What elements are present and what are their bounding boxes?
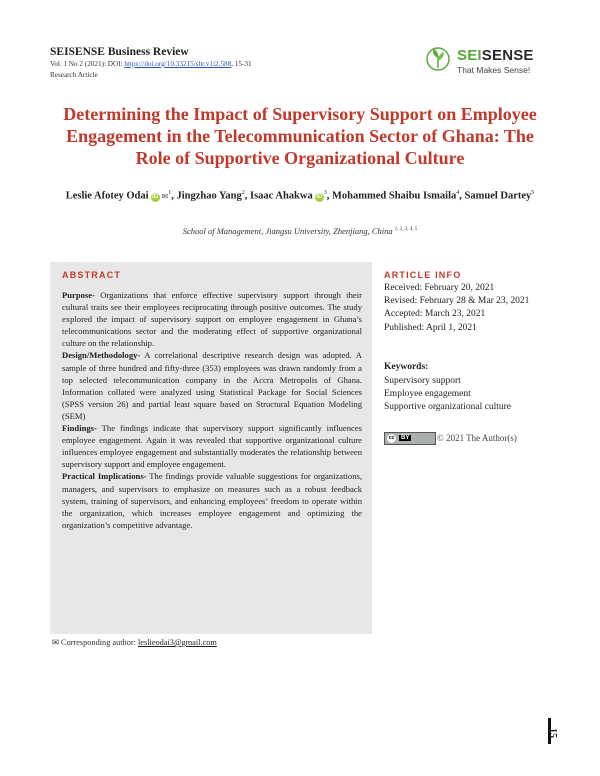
volume-info: Vol. 1 No 2 (2021): DOI:	[50, 60, 125, 68]
keywords-list	[384, 375, 511, 415]
by-label: BY	[401, 435, 410, 441]
leaf-logo-icon	[425, 44, 451, 74]
corresponding-email-link[interactable]: leslieodai3@gmail.com	[138, 638, 217, 647]
article-info-heading: ARTICLE INFO	[384, 270, 462, 280]
volume-doi-line	[50, 60, 252, 68]
affiliation: School of Management, Jiangsu University, Zhenjiang, China $^{1, 2, 3, 4, 5}$	[182, 226, 418, 236]
keywords-heading: Keywords:	[384, 362, 429, 372]
logo-tagline: That Makes Sense!	[457, 65, 531, 75]
abstract-heading: ABSTRACT	[62, 270, 122, 280]
abstract-practical: Practical Implications- The findings provide valuable suggestions for organizations, managers, and supervisors to emphasize on measures such as a robust feedback system, training of supervisors, and enhancing employees’ freedom to operate within the organization, which increases employee engagement and optimizing the organization’s competitive advantage.	[62, 471, 362, 530]
author-2: , Jingzhao Yang	[171, 190, 242, 202]
received-date: Received: February 20, 2021	[384, 283, 495, 293]
author-4: , Mohammed Shaibu Ismaila	[326, 190, 457, 202]
cc-by-license-badge[interactable]	[384, 432, 436, 445]
copyright-notice: © 2021 The Author(s)	[437, 433, 517, 443]
seisense-logo	[425, 44, 555, 78]
corresponding-author: ✉ Corresponding author: leslieodai3@gmail.com	[52, 638, 217, 647]
paper-title: Determining the Impact of Supervisory Support on Employee Engagement in the Telecommunication Sector of Ghana: The Role of Supportive Organizational Culture	[63, 104, 537, 168]
journal-name: SEISENSE Business Review	[50, 46, 189, 58]
envelope-icon[interactable]: ✉	[161, 191, 169, 201]
article-type: Research Article	[50, 71, 98, 79]
author-3: , Isaac Ahakwa	[244, 190, 313, 202]
accepted-date: Accepted: March 23, 2021	[384, 309, 486, 320]
author-5: , Samuel Dartey	[459, 190, 532, 202]
cc-icon: cc	[388, 435, 395, 441]
published-date: Published: April 1, 2021	[384, 322, 477, 333]
abstract-design: Design/Methodology- A correlational descriptive research design was adopted. A sample of three hundred and fifty-three (353) employees was drawn randomly from a top selected telecommunication company in the Accra Metropolis of Ghana. Information collated were analyzed using Statistical Package for Social Sciences (SPSS version 26) and partial least square based on Structural Equation Modeling (SEM)	[62, 350, 362, 421]
keyword-item: Supervisory support	[384, 376, 461, 386]
doi-link[interactable]: https://doi.org/10.33215/sbr.v1i2.588	[124, 60, 232, 68]
keyword-item: Employee engagement	[384, 389, 471, 400]
keyword-item: Supportive organizational culture	[384, 402, 511, 413]
page-range: , 15-31	[231, 60, 252, 68]
orcid-icon[interactable]: iD	[316, 193, 323, 200]
envelope-icon: ✉	[52, 638, 59, 647]
logo-wordmark: SEISENSE	[457, 47, 534, 64]
author-list: Leslie Afotey Odai iD ✉$^1$, Jingzhao Yang$^2$, Isaac Ahakwa $iD^3$, Mohammed Shaibu Ismaila$^4$, Samuel Dartey$^5$	[50, 185, 550, 205]
orcid-icon[interactable]: iD	[152, 193, 159, 200]
abstract-body	[62, 289, 362, 531]
author-1: Leslie Afotey Odai	[65, 190, 149, 202]
abstract-findings: Findings- The findings indicate that supervisory support significantly influences employee engagement. Again it was revealed that supportive organizational culture influences employee engagement and substantially moderates the relationship between supervisory support and employee engagement.	[62, 423, 362, 470]
page-number: 15	[547, 728, 558, 738]
abstract-purpose: Purpose- Organizations that enforce effective supervisory support through their cultural traits see their employees reciprocating through positive outcomes. The study explored the impact of supervisory support on employee engagement in Ghana’s telecommunications sector and the moderating effect of supportive organizational culture on the relationship.	[62, 290, 362, 349]
article-dates	[384, 282, 554, 335]
revised-date: Revised: February 28 & Mar 23, 2021	[384, 296, 530, 307]
